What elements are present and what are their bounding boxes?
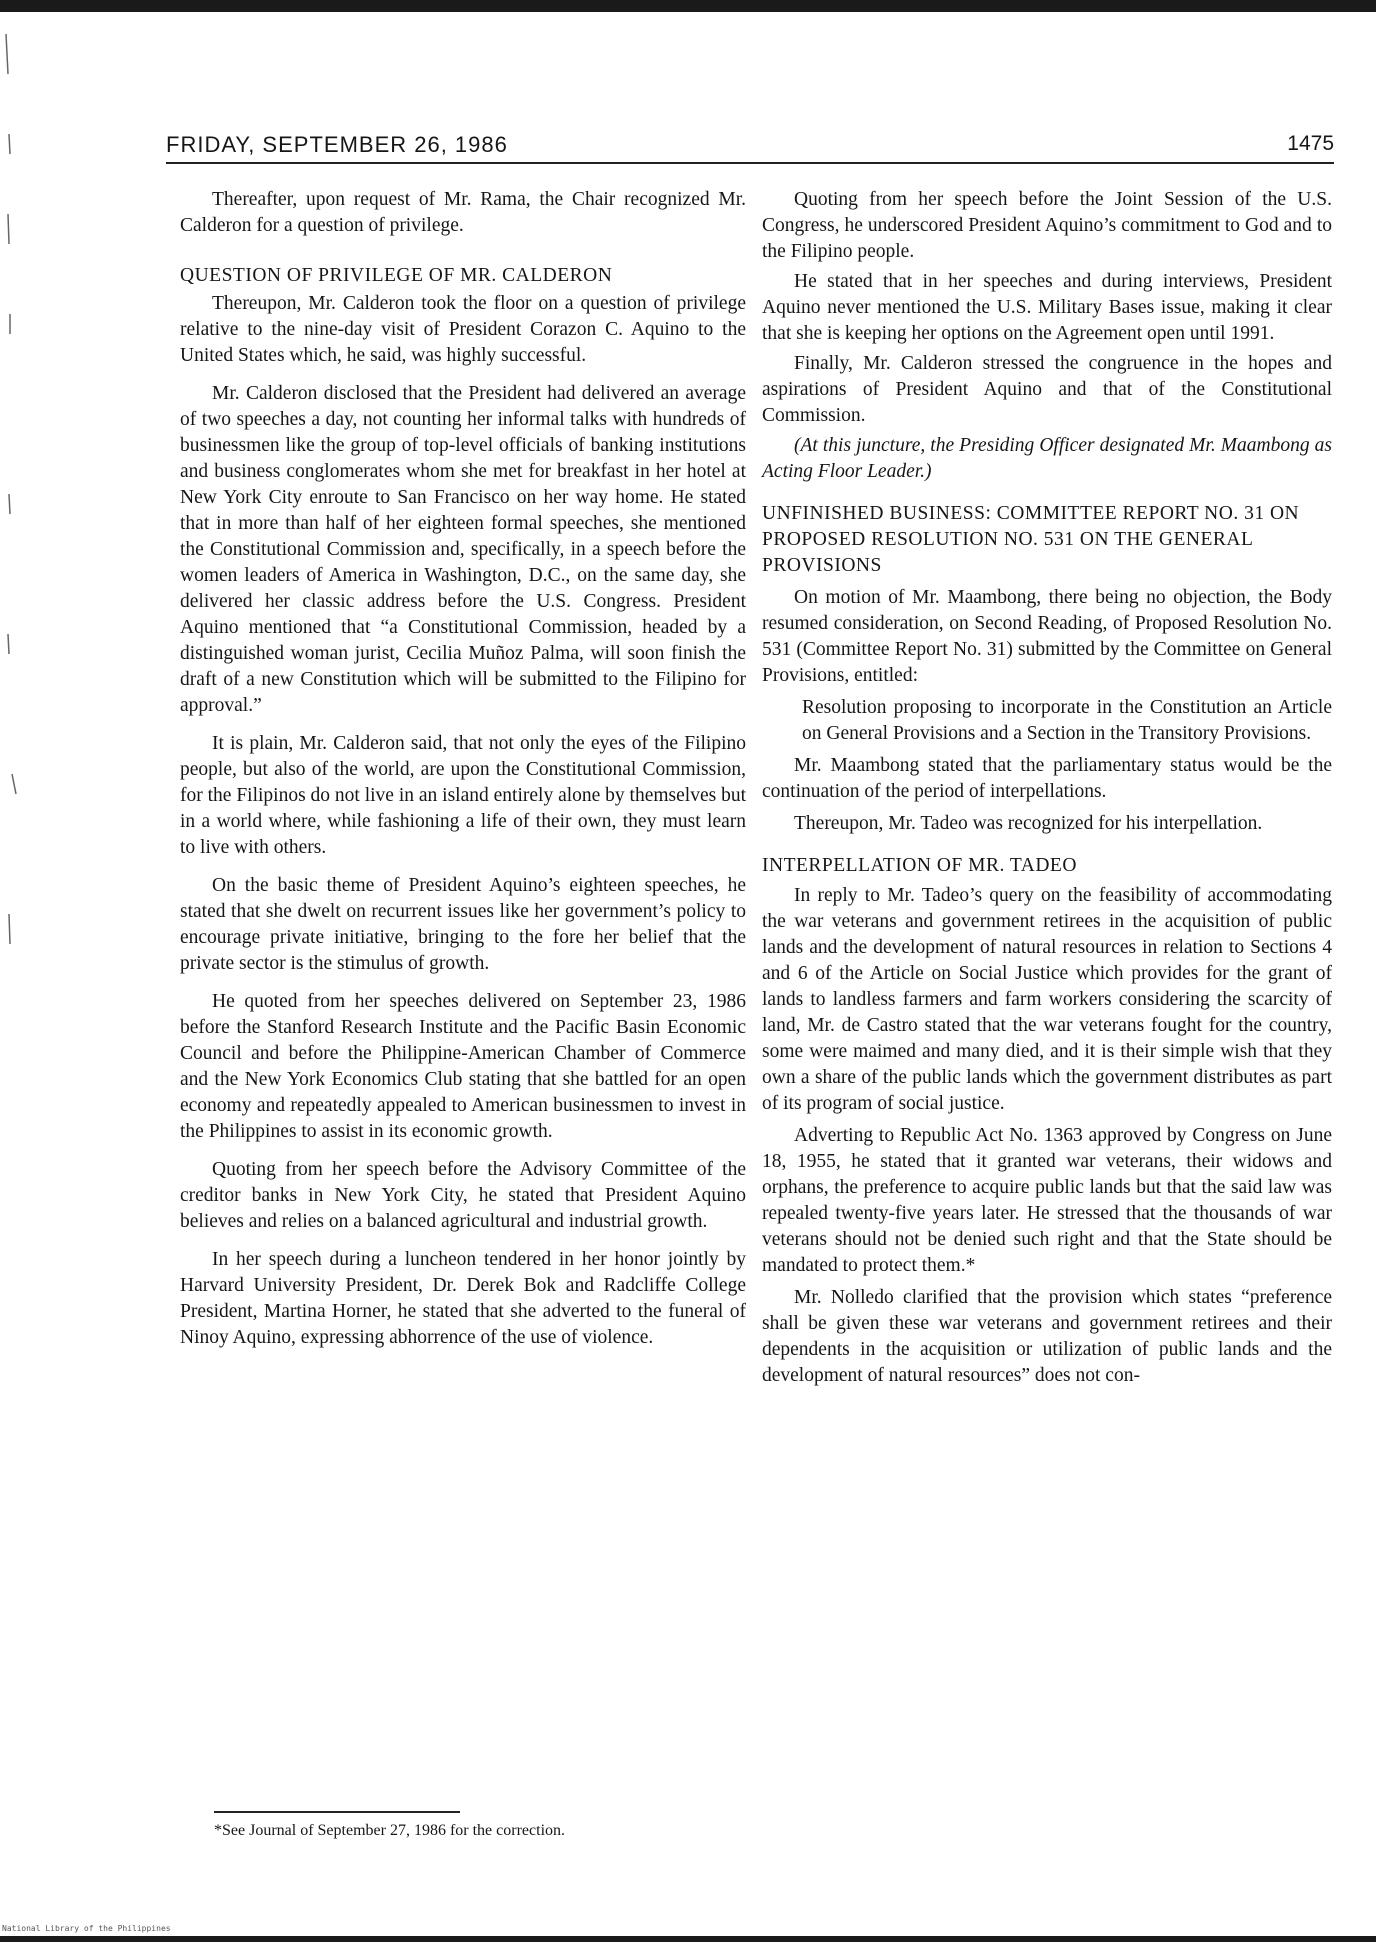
paragraph: Thereafter, upon request of Mr. Rama, the Chair recognized Mr. Calderon for a question of privilege. <box>180 189 746 236</box>
paragraph: Adverting to Republic Act No. 1363 approved by Congress on June 18, 1955, he stated that it granted war veterans, their widows and orphans, the preference to acquire public lands but that the said law was repealed twenty-five years later. He stressed that the thousands of war veterans should not be denied such right and that the State should be mandated to protect them.* <box>762 1125 1332 1276</box>
paragraph: On the basic theme of President Aquino’s eighteen speeches, he stated that she dwelt on recurrent issues like her government’s policy to encourage private initiative, bringing to the fore her belief that the private sector is the stimulus of growth. <box>180 875 746 974</box>
section-heading: INTERPELLATION OF MR. TADEO <box>762 855 1077 876</box>
top-border-rule <box>0 0 1376 12</box>
italic-note: (At this juncture, the Presiding Officer designated Mr. Maambong as Acting Floor Leader.) <box>762 435 1332 482</box>
paragraph: Mr. Nolledo clarified that the provision which states “preference shall be given these war veterans and government retirees and their dependents in the acquisition or utilization of public lands and the development of natural resources” does not con- <box>762 1287 1332 1386</box>
paragraph: In reply to Mr. Tadeo’s query on the feasibility of accommodating the war veterans and government retirees in the acquisition of public lands and the development of natural resources in relation to Sections 4 and 6 of the Article on Social Justice which provides for the grant of lands to landless farmers and farm workers considering the scarcity of land, Mr. de Castro stated that the war veterans fought for the country, some were maimed and many died, and it is their simple wish that they own a share of the public lands which the government distributes as part of its program of social justice. <box>762 885 1332 1114</box>
footnote: *See Journal of September 27, 1986 for the correction. <box>214 1822 566 1839</box>
paragraph: Mr. Calderon disclosed that the President had delivered an average of two speeches a day, not counting her informal talks with hundreds of businessmen like the group of top-level officials of banking institutions and business conglomerates whom she met for breakfast in her hotel at New York City enroute to San Francisco on her way home. He stated that in more than half of her eighteen formal speeches, she mentioned the Constitutional Commission and, specifically, in a speech before the women leaders of America in Washington, D.C., on the same day, she delivered her classic address before the U.S. Congress. President Aquino mentioned that “a Constitutional Commission, headed by a distinguished woman jurist, Cecilia Muñoz Palma, will soon finish the draft of a new Constitution which will be submitted to the Filipino for approval.” <box>180 383 746 716</box>
paragraph: On motion of Mr. Maambong, there being no objection, the Body resumed consideration, on Second Reading, of Proposed Resolution No. 531 (Committee Report No. 31) submitted by the Committee on General Provisions, entitled: <box>762 587 1332 686</box>
bottom-border-rule <box>0 1936 1376 1942</box>
paragraph: Thereupon, Mr. Calderon took the floor on a question of privilege relative to the nine-day visit of President Corazon C. Aquino to the United States which, he said, was highly successful. <box>180 293 746 366</box>
paragraph: He quoted from her speeches delivered on September 23, 1986 before the Stanford Research Institute and the Pacific Basin Economic Council and before the Philippine-American Chamber of Commerce and the New York Economics Club stating that she battled for an open economy and repeatedly appealed to American businessmen to invest in the Philippines to assist in its economic growth. <box>180 991 746 1142</box>
page-number: 1475 <box>1287 132 1334 155</box>
paragraph: Quoting from her speech before the Joint Session of the U.S. Congress, he underscored President Aquino’s commitment to God and to the Filipino people. <box>762 189 1332 262</box>
page-header <box>166 132 1334 164</box>
paragraph: Quoting from her speech before the Advisory Committee of the creditor banks in New York City, he stated that President Aquino believes and relies on a balanced agricultural and industrial growth. <box>180 1159 746 1232</box>
footnote-rule <box>214 1811 460 1813</box>
section-heading: QUESTION OF PRIVILEGE OF MR. CALDERON <box>180 265 613 286</box>
header-date: FRIDAY, SEPTEMBER 26, 1986 <box>166 132 508 157</box>
archive-stamp: National Library of the Philippines <box>2 1924 171 1933</box>
scan-edge-marks <box>0 14 40 1914</box>
paragraph: In her speech during a luncheon tendered in her honor jointly by Harvard University President, Dr. Derek Bok and Radcliffe College President, Martina Horner, he stated that she adverted to the funeral of Ninoy Aquino, expressing abhorrence of the use of violence. <box>180 1249 746 1348</box>
paragraph: It is plain, Mr. Calderon said, that not only the eyes of the Filipino people, but also of the world, are upon the Constitutional Commission, for the Filipinos do not live in an island entirely alone by themselves but in a world where, while fashioning a life of their own, they must learn to live with others. <box>180 733 746 858</box>
paragraph: Finally, Mr. Calderon stressed the congruence in the hopes and aspirations of President Aquino and that of the Constitutional Commission. <box>762 353 1332 426</box>
paragraph: He stated that in her speeches and during interviews, President Aquino never mentioned the U.S. Military Bases issue, making it clear that she is keeping her options on the Agreement open until 1991. <box>762 271 1332 344</box>
right-column <box>762 187 1332 1389</box>
resolution-quote: Resolution proposing to incorporate in the Constitution an Article on General Provisions and a Section in the Transitory Provisions. <box>802 697 1332 744</box>
left-column <box>180 187 746 1351</box>
section-heading: UNFINISHED BUSINESS: COMMITTEE REPORT NO. 31 ON PROPOSED RESOLUTION NO. 531 ON THE GENERAL PROVISIONS <box>762 503 1300 576</box>
paragraph: Mr. Maambong stated that the parliamentary status would be the continuation of the period of interpellations. <box>762 755 1332 802</box>
paragraph: Thereupon, Mr. Tadeo was recognized for his interpellation. <box>794 813 1263 834</box>
